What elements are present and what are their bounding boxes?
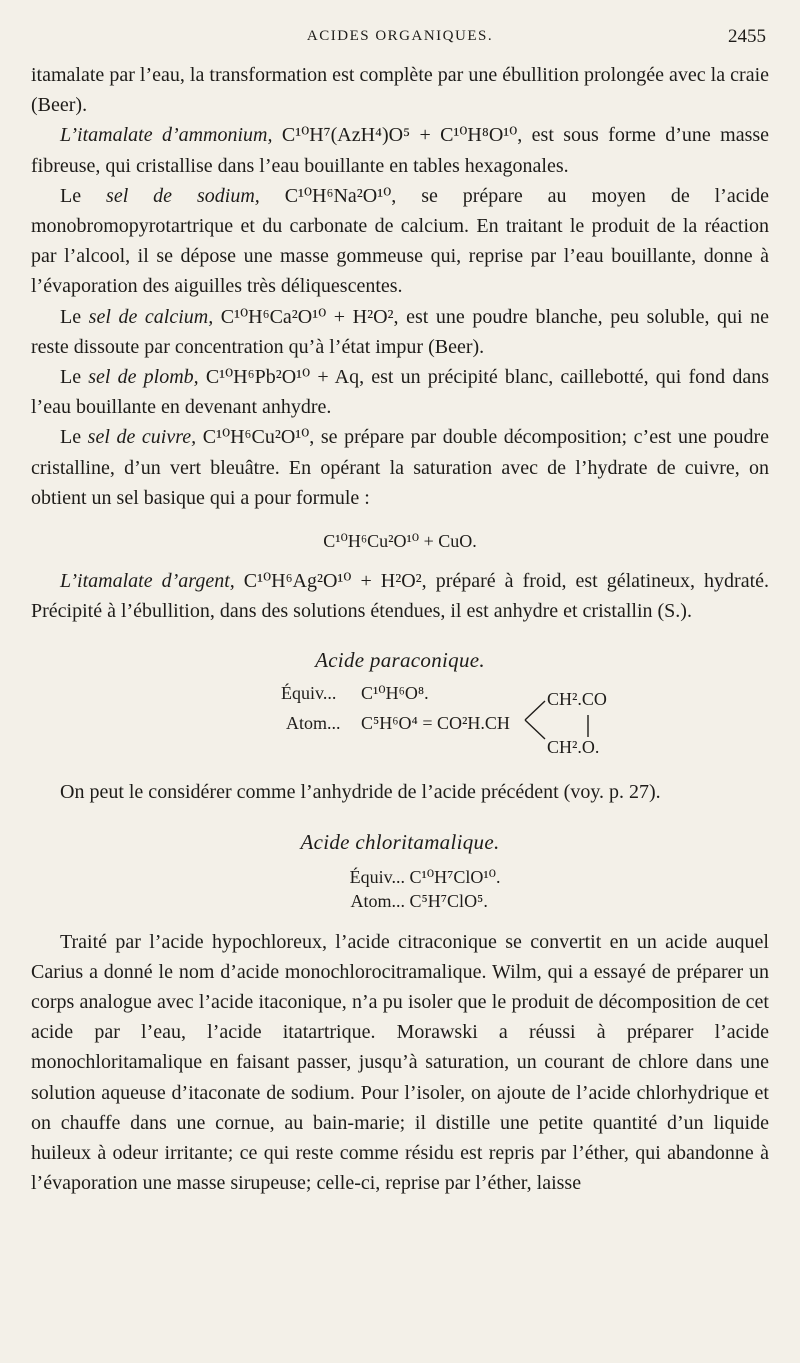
atom-formula: C⁵H⁶O⁴ = CO²H.CH bbox=[361, 713, 510, 734]
running-title: ACIDES ORGANIQUES. bbox=[306, 28, 494, 44]
lead-word: Le bbox=[60, 426, 82, 449]
lead-word: Le bbox=[60, 184, 82, 207]
equiv-row bbox=[31, 865, 769, 889]
formula: C¹⁰H⁷(AzH⁴)O⁵ + C¹⁰H⁸O¹⁰, bbox=[281, 124, 523, 147]
branch-lines-icon bbox=[523, 697, 549, 743]
paragraph-continuation: itamalate par l’eau, la transformation est complète par une ébullition prolongée avec la craie (Beer). bbox=[31, 64, 769, 117]
paragraph-sel-calcium bbox=[31, 302, 769, 362]
paragraph-anhydride: On peut le considérer comme l’anhydride de l’acide précédent (voy. p. 27). bbox=[60, 781, 661, 804]
atom-formula: C⁵H⁷ClO⁵. bbox=[409, 890, 488, 911]
body-text bbox=[31, 60, 769, 1198]
paragraph-sel-plomb bbox=[31, 362, 769, 422]
paragraph-text: se prépare au moyen de l’acide monobromopyrotartrique et du carbonate de calcium. En traitant le produit de la réaction par l’alcool, il se dépose une masse gommeuse qui, reprise par l’eau bouillante, donne à l’évaporation des aiguilles très déliquescentes. bbox=[31, 184, 770, 298]
atom-row bbox=[31, 889, 769, 913]
section-title-chloritamalique: Acide chloritamalique. bbox=[300, 829, 500, 854]
branch-bottom: CH².O. bbox=[547, 737, 600, 758]
running-head bbox=[0, 24, 800, 50]
term: sel de plomb, bbox=[88, 366, 199, 389]
page-number: 2455 bbox=[728, 26, 766, 47]
lead-word: Le bbox=[60, 305, 82, 328]
term: sel de calcium, bbox=[88, 305, 214, 328]
paragraph-text: préparé à froid, est gélatineux, hydraté. Précipité à l’ébullition, dans des solutions étendues, il est anhydre et cristallin (S.). bbox=[31, 570, 769, 623]
paragraph-chloritamalique: Traité par l’acide hypochloreux, l’acide citraconique se convertit en un acide auquel Carius a donné le nom d’acide monochlorocitramalique. Wilm, qui a essayé de préparer un corps analogue avec l’acide itaconique, n’a pu isoler que le produit de décomposition de cet acide par l’eau, l’acide itatartrique. Morawski a réussi à préparer l’acide monochloritamalique en faisant passer, jusqu’à saturation, un courant de chlore dans une solution aqueuse d’itaconate de sodium. Pour l’isoler, on ajoute de l’acide chlorhydrique et on chauffe dans une cornue, au bain-marie; il distille une petite quantité d’un liquide huileux à odeur irritante; ce qui reste comme résidu est repris par l’éther, qui abandonne à l’évaporation une masse sirupeuse; celle-ci, reprise par l’éther, laisse bbox=[31, 930, 769, 1195]
lead-word: Le bbox=[60, 366, 82, 389]
formula: C¹⁰H⁶Pb²O¹⁰ + Aq, bbox=[205, 366, 365, 389]
branch-top: CH².CO bbox=[547, 689, 607, 710]
equiv-formula: C¹⁰H⁷ClO¹⁰. bbox=[409, 866, 501, 887]
paragraph-itamalate-argent bbox=[31, 566, 769, 626]
equiv-label: Équiv... bbox=[281, 683, 337, 704]
formula: C¹⁰H⁶Cu²O¹⁰, bbox=[202, 426, 315, 449]
paragraph-text: se prépare par double décomposition; c’est une poudre cristalline, d’un vert bleuâtre. En opérant la saturation avec de l’hydrate de cuivre, on obtient un sel basique qui a pour formule : bbox=[31, 426, 769, 509]
formula-block-chloritamalique bbox=[31, 865, 769, 913]
term: sel de cuivre, bbox=[87, 426, 197, 449]
bond-line-icon bbox=[585, 713, 591, 739]
paragraph-sel-sodium bbox=[31, 181, 769, 302]
term: L’itamalate d’argent, bbox=[60, 570, 235, 593]
section-title-paraconique: Acide paraconique. bbox=[315, 648, 485, 673]
paragraph-text: est une poudre blanche, peu soluble, qui ne reste dissoute par concentration qu’à l’état impur (Beer). bbox=[31, 305, 770, 358]
paragraph-itamalate-ammonium bbox=[31, 120, 769, 180]
term: sel de sodium, bbox=[106, 184, 260, 207]
formula-block-paraconique bbox=[31, 683, 769, 761]
equiv-formula: C¹⁰H⁶O⁸. bbox=[361, 683, 429, 704]
formula: C¹⁰H⁶Na²O¹⁰, bbox=[284, 184, 397, 207]
paragraph-text: est un précipité blanc, caillebotté, qui fond dans l’eau bouillante en devenant anhydre. bbox=[31, 366, 769, 419]
atom-label: Atom... bbox=[286, 713, 341, 734]
equiv-label: Équiv... bbox=[349, 866, 405, 887]
formula-basic-salt: C¹⁰H⁶Cu²O¹⁰ + CuO. bbox=[323, 531, 477, 552]
atom-label: Atom... bbox=[350, 890, 405, 911]
formula: C¹⁰H⁶Ag²O¹⁰ + H²O², bbox=[243, 570, 427, 593]
term: L’itamalate d’ammonium, bbox=[60, 124, 273, 147]
paragraph-text: est sous forme d’une masse fibreuse, qui cristallise dans l’eau bouillante en tables hexagonales. bbox=[31, 124, 770, 177]
formula: C¹⁰H⁶Ca²O¹⁰ + H²O², bbox=[220, 305, 399, 328]
paragraph-sel-cuivre bbox=[31, 422, 769, 513]
